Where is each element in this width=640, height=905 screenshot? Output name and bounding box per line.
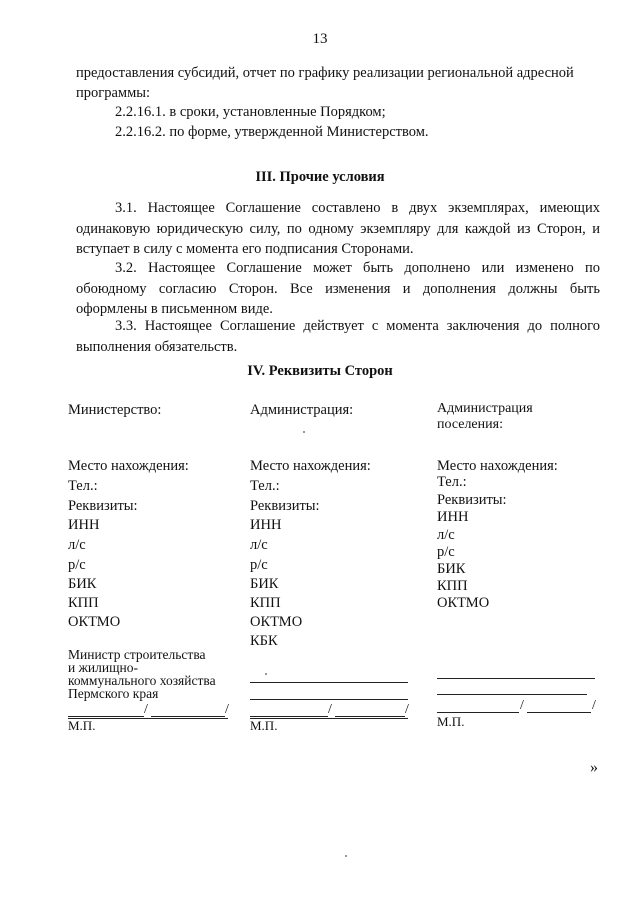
settlement-inn: ИНН: [437, 509, 469, 525]
ministry-signatory-line-2: и жилищно-: [68, 660, 138, 675]
ministry-signatory-title: [68, 648, 216, 700]
administration-kbk: КБК: [250, 633, 278, 649]
ministry-ls: л/с: [68, 537, 86, 553]
settlement-requisites: Реквизиты:: [437, 492, 507, 508]
settlement-signatory-line-2: [437, 694, 587, 695]
ministry-signatory-line-3: коммунального хозяйства: [68, 673, 216, 688]
administration-ls: л/с: [250, 537, 268, 553]
administration-name: Администрация:: [250, 402, 354, 418]
ministry-location: Место нахождения:: [68, 458, 189, 474]
intro-line-2: программы:: [76, 85, 151, 101]
ministry-name-line: [151, 716, 225, 717]
ministry-tel: Тел.:: [68, 478, 98, 494]
scan-speck: [303, 431, 305, 433]
paragraph-3-1: 3.1. Настоящее Соглашение составлено в двух экземплярах, имеющих одинаковую юридическую силу, по одному экземпляру для каждой из Сторон, и вступает в силу с момента его подписания Сторонами.: [76, 200, 600, 257]
ministry-signature-line: [68, 716, 144, 717]
administration-seal-mark: М.П.: [250, 718, 278, 733]
settlement-seal-mark: М.П.: [437, 714, 465, 729]
item-2-2-16-1: 2.2.16.1. в сроки, установленные Порядком;: [115, 104, 386, 120]
ministry-signatory-line-4: Пермского края: [68, 686, 159, 701]
ministry-bik: БИК: [68, 576, 97, 592]
ministry-rs: р/с: [68, 557, 86, 573]
ministry-requisites: Реквизиты:: [68, 498, 138, 514]
section-4-title: IV. Реквизиты Сторон: [247, 363, 393, 379]
settlement-signature-line: [437, 712, 519, 713]
administration-inn: ИНН: [250, 517, 282, 533]
administration-name-line: [335, 716, 405, 717]
administration-signature-slash-1: /: [328, 702, 332, 717]
settlement-bik: БИК: [437, 561, 466, 577]
ministry-signature-slash-2: /: [225, 702, 229, 717]
administration-bik: БИК: [250, 576, 279, 592]
administration-requisites: Реквизиты:: [250, 498, 320, 514]
administration-signatory-line: [250, 682, 408, 683]
intro-line-1: предоставления субсидий, отчет по графику реализации региональной адресной: [76, 65, 574, 81]
settlement-location: Место нахождения:: [437, 458, 558, 474]
administration-rs: р/с: [250, 557, 268, 573]
settlement-kpp: КПП: [437, 578, 468, 594]
settlement-signature-slash-1: /: [520, 698, 524, 713]
settlement-signature-slash-2: /: [592, 698, 596, 713]
page-number: 13: [312, 31, 328, 47]
scan-speck: [265, 673, 267, 675]
ministry-name: Министерство:: [68, 402, 162, 418]
ministry-oktmo: ОКТМО: [68, 614, 121, 630]
administration-location: Место нахождения:: [250, 458, 371, 474]
ministry-signatory-line-1: Министр строительства: [68, 647, 206, 662]
administration-signature-slash-2: /: [405, 702, 409, 717]
ministry-inn: ИНН: [68, 517, 100, 533]
administration-oktmo: ОКТМО: [250, 614, 303, 630]
settlement-oktmo: ОКТМО: [437, 595, 490, 611]
section-3-title: III. Прочие условия: [255, 169, 385, 185]
settlement-rs: р/с: [437, 544, 455, 560]
item-2-2-16-2: 2.2.16.2. по форме, утвержденной Министерством.: [115, 124, 429, 140]
ministry-signature-slash-1: /: [144, 702, 148, 717]
settlement-administration-name: [437, 401, 533, 433]
paragraph-3-2: 3.2. Настоящее Соглашение может быть дополнено или изменено по обоюдному согласию Сторон. Все изменения и дополнения должны быть оформлены в письменном виде.: [76, 260, 600, 317]
administration-tel: Тел.:: [250, 478, 280, 494]
settlement-administration-name-line-2: поселения:: [437, 417, 503, 432]
ministry-kpp: КПП: [68, 595, 99, 611]
closing-quote: »: [590, 759, 598, 776]
settlement-signatory-line: [437, 678, 595, 679]
administration-signature-line: [250, 716, 328, 717]
administration-kpp: КПП: [250, 595, 281, 611]
settlement-tel: Тел.:: [437, 474, 467, 490]
settlement-name-line: [527, 712, 591, 713]
ministry-seal-mark: М.П.: [68, 718, 96, 733]
settlement-ls: л/с: [437, 527, 455, 543]
settlement-administration-name-line-1: Администрация: [437, 401, 533, 416]
administration-signatory-line-2: [250, 699, 408, 700]
paragraph-3-3: 3.3. Настоящее Соглашение действует с момента заключения до полного выполнения обязательств.: [76, 318, 600, 355]
scan-speck: [345, 855, 347, 857]
